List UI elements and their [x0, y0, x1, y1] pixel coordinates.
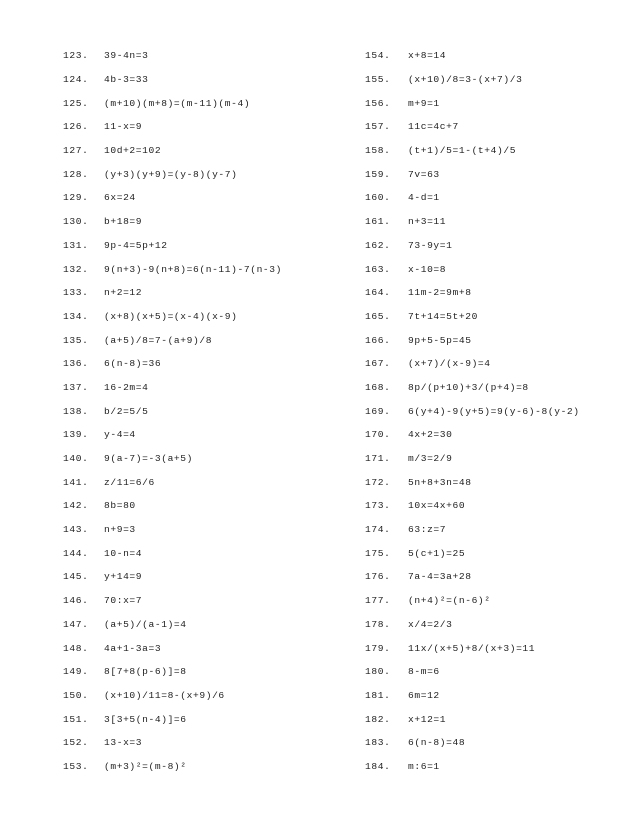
problem-row [63, 305, 353, 329]
problem-number: 162. [365, 239, 391, 251]
problem-equation: (a+5)/8=7-(a+9)/8 [104, 334, 213, 346]
problem-equation: 4b-3=33 [104, 74, 149, 86]
problem-number: 152. [63, 737, 89, 749]
problem-row [63, 44, 353, 68]
problem-equation: 8-m=6 [408, 666, 440, 678]
problem-equation: m:6=1 [408, 760, 440, 772]
problem-row [365, 423, 635, 447]
problem-number: 145. [63, 571, 89, 583]
problem-number: 139. [63, 429, 89, 441]
problem-row [365, 162, 635, 186]
problem-row [365, 565, 635, 589]
problem-number: 154. [365, 50, 391, 62]
problem-number: 160. [365, 192, 391, 204]
problem-number: 164. [365, 287, 391, 299]
problem-equation: 7t+14=5t+20 [408, 310, 478, 322]
problem-row [63, 684, 353, 708]
problem-row [365, 91, 635, 115]
problem-row [63, 328, 353, 352]
problem-row [365, 518, 635, 542]
problem-row [63, 636, 353, 660]
problem-number: 158. [365, 145, 391, 157]
problem-number: 127. [63, 145, 89, 157]
problem-row [365, 613, 635, 637]
problem-number: 170. [365, 429, 391, 441]
problem-number: 178. [365, 618, 391, 630]
problem-equation: b/2=5/5 [104, 405, 149, 417]
problem-equation: 4-d=1 [408, 192, 440, 204]
problem-number: 171. [365, 453, 391, 465]
problem-equation: 6x=24 [104, 192, 136, 204]
right-problem-column [365, 44, 635, 778]
problem-number: 126. [63, 121, 89, 133]
problem-equation: (m+10)(m+8)=(m-11)(m-4) [104, 97, 251, 109]
problem-number: 172. [365, 476, 391, 488]
problem-row [63, 731, 353, 755]
problem-row [365, 707, 635, 731]
problem-row [365, 589, 635, 613]
problem-equation: n+3=11 [408, 216, 447, 228]
problem-row [365, 376, 635, 400]
problem-row [63, 281, 353, 305]
problem-equation: 9(n+3)-9(n+8)=6(n-11)-7(n-3) [104, 263, 283, 275]
problem-equation: (x+10)/8=3-(x+7)/3 [408, 74, 523, 86]
problem-number: 173. [365, 500, 391, 512]
problem-equation: 9p-4=5p+12 [104, 239, 168, 251]
problem-row [365, 636, 635, 660]
problem-number: 137. [63, 381, 89, 393]
problem-number: 147. [63, 618, 89, 630]
problem-row [63, 470, 353, 494]
problem-row [63, 210, 353, 234]
problem-row [63, 755, 353, 779]
problem-equation: 73-9y=1 [408, 239, 453, 251]
problem-row [365, 494, 635, 518]
problem-row [365, 328, 635, 352]
problem-equation: x+12=1 [408, 713, 447, 725]
problem-equation: 11x/(x+5)+8/(x+3)=11 [408, 642, 536, 654]
problem-row [63, 613, 353, 637]
problem-equation: x/4=2/3 [408, 618, 453, 630]
problem-number: 146. [63, 595, 89, 607]
problem-row [63, 541, 353, 565]
problem-equation: (x+7)/(x-9)=4 [408, 358, 491, 370]
problem-number: 184. [365, 760, 391, 772]
problem-row [365, 660, 635, 684]
problem-equation: 3[3+5(n-4)]=6 [104, 713, 187, 725]
problem-equation: 63:z=7 [408, 524, 447, 536]
problem-equation: 5n+8+3n=48 [408, 476, 472, 488]
problem-number: 176. [365, 571, 391, 583]
problem-row [365, 755, 635, 779]
problem-equation: (t+1)/5=1-(t+4)/5 [408, 145, 517, 157]
problem-equation: n+9=3 [104, 524, 136, 536]
problem-row [365, 447, 635, 471]
problem-equation: 5(c+1)=25 [408, 547, 466, 559]
problem-equation: y-4=4 [104, 429, 136, 441]
problem-number: 130. [63, 216, 89, 228]
problem-equation: m+9=1 [408, 97, 440, 109]
left-problem-column [63, 44, 353, 778]
problem-equation: 7a-4=3a+28 [408, 571, 472, 583]
problem-equation: b+18=9 [104, 216, 143, 228]
problem-row [365, 234, 635, 258]
problem-row [63, 186, 353, 210]
problem-equation: 8b=80 [104, 500, 136, 512]
problem-number: 183. [365, 737, 391, 749]
problem-equation: 9p+5-5p=45 [408, 334, 472, 346]
problem-equation: 6(y+4)-9(y+5)=9(y-6)-8(y-2) [408, 405, 580, 417]
problem-row [365, 115, 635, 139]
problem-row [63, 115, 353, 139]
problem-equation: 10x=4x+60 [408, 500, 466, 512]
problem-number: 142. [63, 500, 89, 512]
problem-equation: 11m-2=9m+8 [408, 287, 472, 299]
problem-equation: 39-4n=3 [104, 50, 149, 62]
problem-number: 128. [63, 168, 89, 180]
problem-equation: 9(a-7)=-3(a+5) [104, 453, 194, 465]
problem-equation: (a+5)/(a-1)=4 [104, 618, 187, 630]
problem-row [365, 399, 635, 423]
problem-number: 161. [365, 216, 391, 228]
problem-number: 140. [63, 453, 89, 465]
problem-equation: m/3=2/9 [408, 453, 453, 465]
problem-equation: 6(n-8)=36 [104, 358, 162, 370]
problem-row [365, 305, 635, 329]
problem-number: 174. [365, 524, 391, 536]
problem-number: 157. [365, 121, 391, 133]
problem-row [63, 139, 353, 163]
problem-number: 123. [63, 50, 89, 62]
problem-row [365, 210, 635, 234]
problem-equation: z/11=6/6 [104, 476, 155, 488]
problem-row [365, 352, 635, 376]
problem-number: 156. [365, 97, 391, 109]
problem-number: 132. [63, 263, 89, 275]
problem-number: 149. [63, 666, 89, 678]
problem-row [365, 470, 635, 494]
problem-number: 125. [63, 97, 89, 109]
problem-row [63, 257, 353, 281]
problem-equation: (y+3)(y+9)=(y-8)(y-7) [104, 168, 238, 180]
problem-number: 151. [63, 713, 89, 725]
problem-row [63, 423, 353, 447]
problem-number: 136. [63, 358, 89, 370]
problem-equation: 13-x=3 [104, 737, 143, 749]
problem-row [63, 565, 353, 589]
problem-row [365, 139, 635, 163]
problem-row [63, 660, 353, 684]
problem-row [63, 376, 353, 400]
problem-number: 169. [365, 405, 391, 417]
problem-equation: x+8=14 [408, 50, 447, 62]
problem-row [63, 589, 353, 613]
problem-equation: x-10=8 [408, 263, 447, 275]
problem-number: 141. [63, 476, 89, 488]
problem-number: 138. [63, 405, 89, 417]
problem-equation: n+2=12 [104, 287, 143, 299]
problem-equation: (n+4)²=(n-6)² [408, 595, 491, 607]
problem-number: 165. [365, 310, 391, 322]
problem-number: 155. [365, 74, 391, 86]
problem-number: 124. [63, 74, 89, 86]
problem-equation: 6(n-8)=48 [408, 737, 466, 749]
problem-row [365, 257, 635, 281]
problem-number: 148. [63, 642, 89, 654]
problem-row [63, 447, 353, 471]
problem-row [365, 44, 635, 68]
problem-number: 166. [365, 334, 391, 346]
problem-number: 181. [365, 689, 391, 701]
problem-number: 143. [63, 524, 89, 536]
problem-number: 153. [63, 760, 89, 772]
problem-row [365, 684, 635, 708]
problem-equation: y+14=9 [104, 571, 143, 583]
problem-row [63, 399, 353, 423]
problem-number: 175. [365, 547, 391, 559]
problem-number: 168. [365, 381, 391, 393]
problem-row [63, 494, 353, 518]
problem-number: 163. [365, 263, 391, 275]
problem-row [365, 731, 635, 755]
problem-row [365, 68, 635, 92]
problem-row [63, 68, 353, 92]
problem-equation: (m+3)²=(m-8)² [104, 760, 187, 772]
problem-number: 182. [365, 713, 391, 725]
problem-number: 129. [63, 192, 89, 204]
problem-row [63, 352, 353, 376]
problem-row [63, 234, 353, 258]
problem-row [63, 162, 353, 186]
problem-equation: 6m=12 [408, 689, 440, 701]
problem-row [63, 707, 353, 731]
problem-row [365, 281, 635, 305]
problem-equation: 4a+1-3a=3 [104, 642, 162, 654]
problem-row [365, 541, 635, 565]
problem-equation: (x+8)(x+5)=(x-4)(x-9) [104, 310, 238, 322]
problem-equation: 11-x=9 [104, 121, 143, 133]
problem-number: 144. [63, 547, 89, 559]
problem-number: 177. [365, 595, 391, 607]
problem-equation: 16-2m=4 [104, 381, 149, 393]
problem-equation: (x+10)/11=8-(x+9)/6 [104, 689, 225, 701]
problem-equation: 10d+2=102 [104, 145, 162, 157]
problem-number: 131. [63, 239, 89, 251]
problem-number: 159. [365, 168, 391, 180]
problem-number: 135. [63, 334, 89, 346]
problem-number: 179. [365, 642, 391, 654]
problem-row [63, 91, 353, 115]
problem-number: 150. [63, 689, 89, 701]
problem-equation: 4x+2=30 [408, 429, 453, 441]
problem-equation: 8p/(p+10)+3/(p+4)=8 [408, 381, 529, 393]
problem-row [365, 186, 635, 210]
problem-number: 180. [365, 666, 391, 678]
problem-equation: 8[7+8(p-6)]=8 [104, 666, 187, 678]
problem-number: 167. [365, 358, 391, 370]
problem-number: 134. [63, 310, 89, 322]
problem-row [63, 518, 353, 542]
problem-equation: 10-n=4 [104, 547, 143, 559]
problem-equation: 7v=63 [408, 168, 440, 180]
problem-number: 133. [63, 287, 89, 299]
problem-equation: 70:x=7 [104, 595, 143, 607]
problem-equation: 11c=4c+7 [408, 121, 459, 133]
